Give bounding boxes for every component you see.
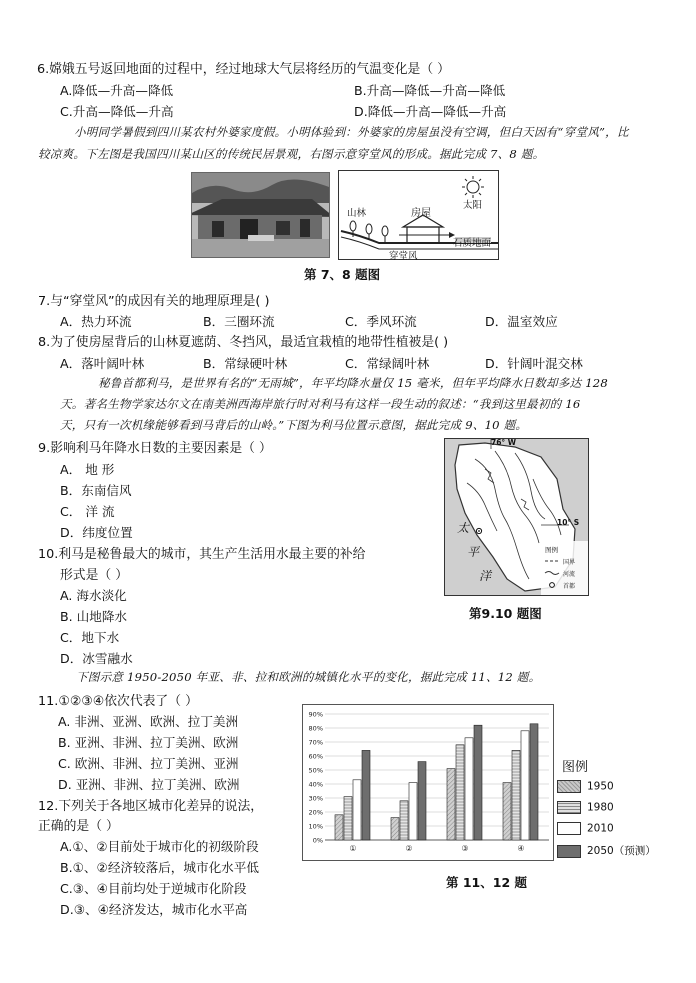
x-category-label: ③	[461, 844, 469, 853]
figure-7-8-caption: 第 7、8 题图	[304, 267, 381, 282]
legend-label-1980: 1980	[587, 801, 614, 814]
q9-stem: 9.影响利马年降水日数的主要因素是（ ）	[38, 441, 272, 456]
q7-option-c: C．季风环流	[345, 314, 417, 329]
chart-svg	[303, 705, 553, 860]
x-category-label: ②	[405, 844, 413, 853]
map-ocean-char-3: 洋	[479, 569, 492, 583]
q12-option-b: B.①、②经济较落后，城市化水平低	[60, 860, 259, 875]
map-legend-title: 图例	[545, 546, 558, 554]
label-forest: 山林	[347, 208, 367, 219]
bar-2-2010	[409, 783, 417, 840]
q9-option-d: D．纬度位置	[60, 525, 133, 540]
legend-label-1950: 1950	[587, 780, 614, 793]
q10-option-d: D．冰雪融水	[60, 651, 133, 666]
bar-4-1980	[512, 750, 520, 840]
y-tick-label: 0%	[312, 836, 323, 845]
bar-1-2050	[362, 750, 370, 840]
map-latitude-label: 10° S	[557, 518, 580, 527]
q9-option-a: A． 地 形	[60, 462, 115, 477]
intro-9-10-line1: 秘鲁首都利马，是世界有名的“无雨城”，年平均降水量仅 15 毫米，但年平均降水日数却多达 128	[98, 376, 608, 390]
q12-stem-line1: 12.下列关于各地区城市化差异的说法，	[38, 799, 264, 814]
bar-3-1950	[447, 769, 455, 840]
x-category-label: ④	[517, 844, 525, 853]
peru-map	[444, 438, 589, 596]
q7-option-b: B．三圈环流	[203, 314, 275, 329]
intro-9-10-line2: 天。著名生物学家达尔文在南美洲西海岸旅行时对利马有这样一段生动的叙述：“我到这里最初的 16	[60, 397, 581, 411]
traditional-house-photo	[191, 172, 330, 258]
tree-icons	[350, 221, 388, 243]
map-legend-capital: 首都	[563, 583, 576, 590]
legend-swatch-2050	[557, 845, 581, 858]
legend-swatch-1950	[557, 780, 581, 793]
q10-stem-line1: 10.利马是秘鲁最大的城市，其生产生活用水最主要的补给	[38, 547, 366, 562]
sun-icon	[462, 176, 484, 198]
label-sun: 太阳	[463, 200, 483, 211]
q6-option-d: D.降低—升高—降低—升高	[354, 104, 507, 119]
q11-stem: 11.①②③④依次代表了（ ）	[38, 694, 198, 709]
q9-option-c: C． 洋 流	[60, 504, 115, 519]
bar-3-2050	[474, 725, 482, 840]
q10-option-c: C．地下水	[60, 630, 120, 645]
y-tick-label: 40%	[308, 780, 323, 789]
bar-1-2010	[353, 780, 361, 840]
legend-swatch-2010	[557, 822, 581, 835]
intro-9-10-line3: 天，只有一次机缘能够看到马背后的山岭。”下图为利马位置示意图，据此完成 9、10 题。	[60, 418, 528, 432]
map-caption: 第9.10 题图	[469, 606, 542, 621]
q11-option-c: C. 欧洲、非洲、拉丁美洲、亚洲	[58, 756, 239, 771]
q10-option-a: A. 海水淡化	[60, 588, 127, 603]
intro-7-8-line1: 小明同学暑假到四川某农村外婆家度假。小明体验到：外婆家的房屋虽没有空调，但白天因有“穿堂风”，比	[74, 125, 629, 139]
bar-3-2010	[465, 738, 473, 840]
q6-option-a: A.降低—升高—降低	[60, 83, 174, 98]
q7-option-a: A．热力环流	[60, 314, 132, 329]
map-legend-border: 国界	[563, 559, 576, 566]
bar-2-1980	[400, 801, 408, 840]
y-tick-label: 60%	[308, 752, 323, 761]
legend-item-2010	[557, 822, 614, 835]
legend-item-2050	[557, 843, 656, 858]
q10-stem-line2: 形式是（ ）	[60, 568, 129, 583]
map-legend-river: 河流	[563, 571, 576, 578]
bar-3-1980	[456, 745, 464, 840]
map-ocean-char-1: 太	[457, 521, 470, 535]
x-category-label: ①	[349, 844, 357, 853]
q6-stem: 6.嫦娥五号返回地面的过程中，经过地球大气层将经历的气温变化是（ ）	[37, 62, 450, 77]
y-tick-label: 30%	[308, 794, 323, 803]
q8-option-b: B．常绿硬叶林	[203, 356, 288, 371]
q7-option-d: D．温室效应	[485, 314, 558, 329]
q12-stem-line2: 正确的是（ ）	[38, 819, 119, 834]
map-longitude-label: 76° W	[491, 438, 517, 447]
y-tick-label: 20%	[308, 808, 323, 817]
bar-1-1980	[344, 797, 352, 840]
q7-stem: 7.与“穿堂风”的成因有关的地理原理是( )	[38, 294, 270, 309]
q11-option-b: B. 亚洲、非洲、拉丁美洲、欧洲	[58, 735, 239, 750]
bar-1-1950	[335, 815, 343, 840]
q8-option-a: A．落叶阔叶林	[60, 356, 145, 371]
legend-label-2010: 2010	[587, 822, 614, 835]
map-ocean-char-2: 平	[467, 545, 480, 559]
bar-4-2010	[521, 731, 529, 840]
label-draught-wind: 穿堂风	[389, 251, 418, 262]
q10-option-b: B. 山地降水	[60, 609, 128, 624]
chart-caption: 第 11、12 题	[446, 875, 527, 890]
legend-item-1950	[557, 780, 614, 793]
y-tick-label: 80%	[308, 724, 323, 733]
label-house: 房屋	[411, 208, 431, 219]
legend-label-2050: 2050（预测）	[587, 845, 656, 857]
y-tick-label: 50%	[308, 766, 323, 775]
q12-option-d: D.③、④经济发达，城市化水平高	[60, 902, 248, 917]
house-icon	[403, 215, 443, 243]
q6-option-c: C.升高—降低—升高	[60, 104, 174, 119]
bar-4-1950	[503, 783, 511, 840]
y-tick-label: 10%	[308, 822, 323, 831]
q12-option-c: C.③、④目前均处于逆城市化阶段	[60, 881, 247, 896]
q12-option-a: A.①、②目前处于城市化的初级阶段	[60, 839, 259, 854]
bar-2-2050	[418, 762, 426, 840]
q6-option-b: B.升高—降低—升高—降低	[354, 83, 506, 98]
y-tick-label: 70%	[308, 738, 323, 747]
draught-wind-diagram	[338, 170, 499, 260]
q8-option-d: D．针阔叶混交林	[485, 356, 583, 371]
label-stone-ground: 石质地面	[453, 238, 492, 249]
q9-option-b: B．东南信风	[60, 483, 132, 498]
q11-option-d: D. 亚洲、非洲、拉丁美洲、欧洲	[58, 777, 240, 792]
bar-2-1950	[391, 818, 399, 840]
intro-7-8-line2: 较凉爽。下左图是我国四川某山区的传统民居景观，右图示意穿堂风的形成。据此完成 7、8 题。	[38, 147, 545, 161]
intro-11-12: 下图示意 1950-2050 年亚、非、拉和欧洲的城镇化水平的变化，据此完成 11、12 题。	[76, 670, 541, 684]
legend-swatch-1980	[557, 801, 581, 814]
q8-stem: 8.为了使房屋背后的山林夏遮荫、冬挡风，最适宜栽植的地带性植被是( )	[38, 335, 449, 350]
chart-legend-title: 图例	[562, 760, 589, 775]
y-tick-label: 90%	[308, 710, 323, 719]
q8-option-c: C．常绿阔叶林	[345, 356, 430, 371]
bar-4-2050	[530, 724, 538, 840]
q11-option-a: A. 非洲、亚洲、欧洲、拉丁美洲	[58, 714, 239, 729]
legend-item-1980	[557, 801, 614, 814]
urbanization-chart	[302, 704, 554, 861]
